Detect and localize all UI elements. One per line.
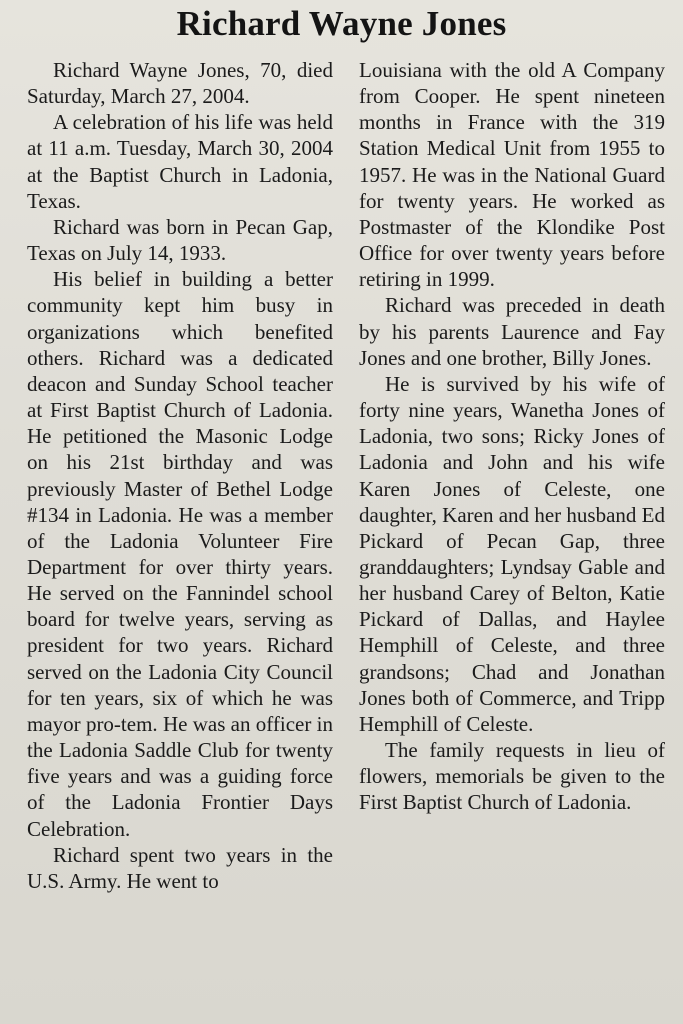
left-column (27, 57, 333, 894)
paragraph-birth: Richard was born in Pecan Gap, Texas on July 14, 1933. (27, 214, 333, 266)
paragraph-community-service: His belief in building a better community kept him busy in organizations which benefited others. Richard was a dedicated deacon and Sunday School teacher at First Baptist Church of Ladonia. He petitioned the Masonic Lodge on his 21st birthday and was previously Master of Bethel Lodge #134 in Ladonia. He was a member of the Ladonia Volunteer Fire Department for over thirty years. He served on the Fannindel school board for twelve years, serving as president for two years. Richard served on the Ladonia City Council for ten years, six of which he was mayor pro-tem. He was an officer in the Ladonia Saddle Club for twenty five years and was a guiding force of the Ladonia Frontier Days Celebration. (27, 267, 333, 841)
paragraph-death-notice: Richard Wayne Jones, 70, died Saturday, March 27, 2004. (27, 58, 333, 109)
paragraph-army-start: Richard spent two years in the U.S. Army. He went to (27, 842, 333, 893)
obituary-headline: Richard Wayne Jones (176, 4, 507, 43)
paragraph-memorials: The family requests in lieu of flowers, memorials be given to the First Baptist Church of Ladonia. (359, 738, 665, 815)
right-column (359, 57, 665, 816)
paragraph-survivors: He is survived by his wife of forty nine years, Wanetha Jones of Ladonia, two sons; Ricky Jones of Ladonia and John and his wife Karen Jones of Celeste, one daughter, Karen and her husband Ed Pickard of Pecan Gap, three granddaughters; Lyndsay Gable and her husband Carey of Belton, Katie Pickard of Dallas, and Haylee Hemphill of Celeste, and three grandsons; Chad and Jonathan Jones both of Commerce, and Tripp Hemphill of Celeste. (359, 371, 665, 736)
paragraph-army-continued: Louisiana with the old A Company from Cooper. He spent nineteen months in France with the 319 Station Medical Unit from 1955 to 1957. He was in the National Guard for twenty years. He worked as Postmaster of the Klondike Post Office for over twenty years before retiring in 1999. (359, 58, 665, 292)
paragraph-preceded-in-death: Richard was preceded in death by his parents Laurence and Fay Jones and one brother, Billy Jones. (359, 293, 665, 370)
paragraph-celebration: A celebration of his life was held at 11 a.m. Tuesday, March 30, 2004 at the Baptist Church in Ladonia, Texas. (27, 110, 333, 213)
